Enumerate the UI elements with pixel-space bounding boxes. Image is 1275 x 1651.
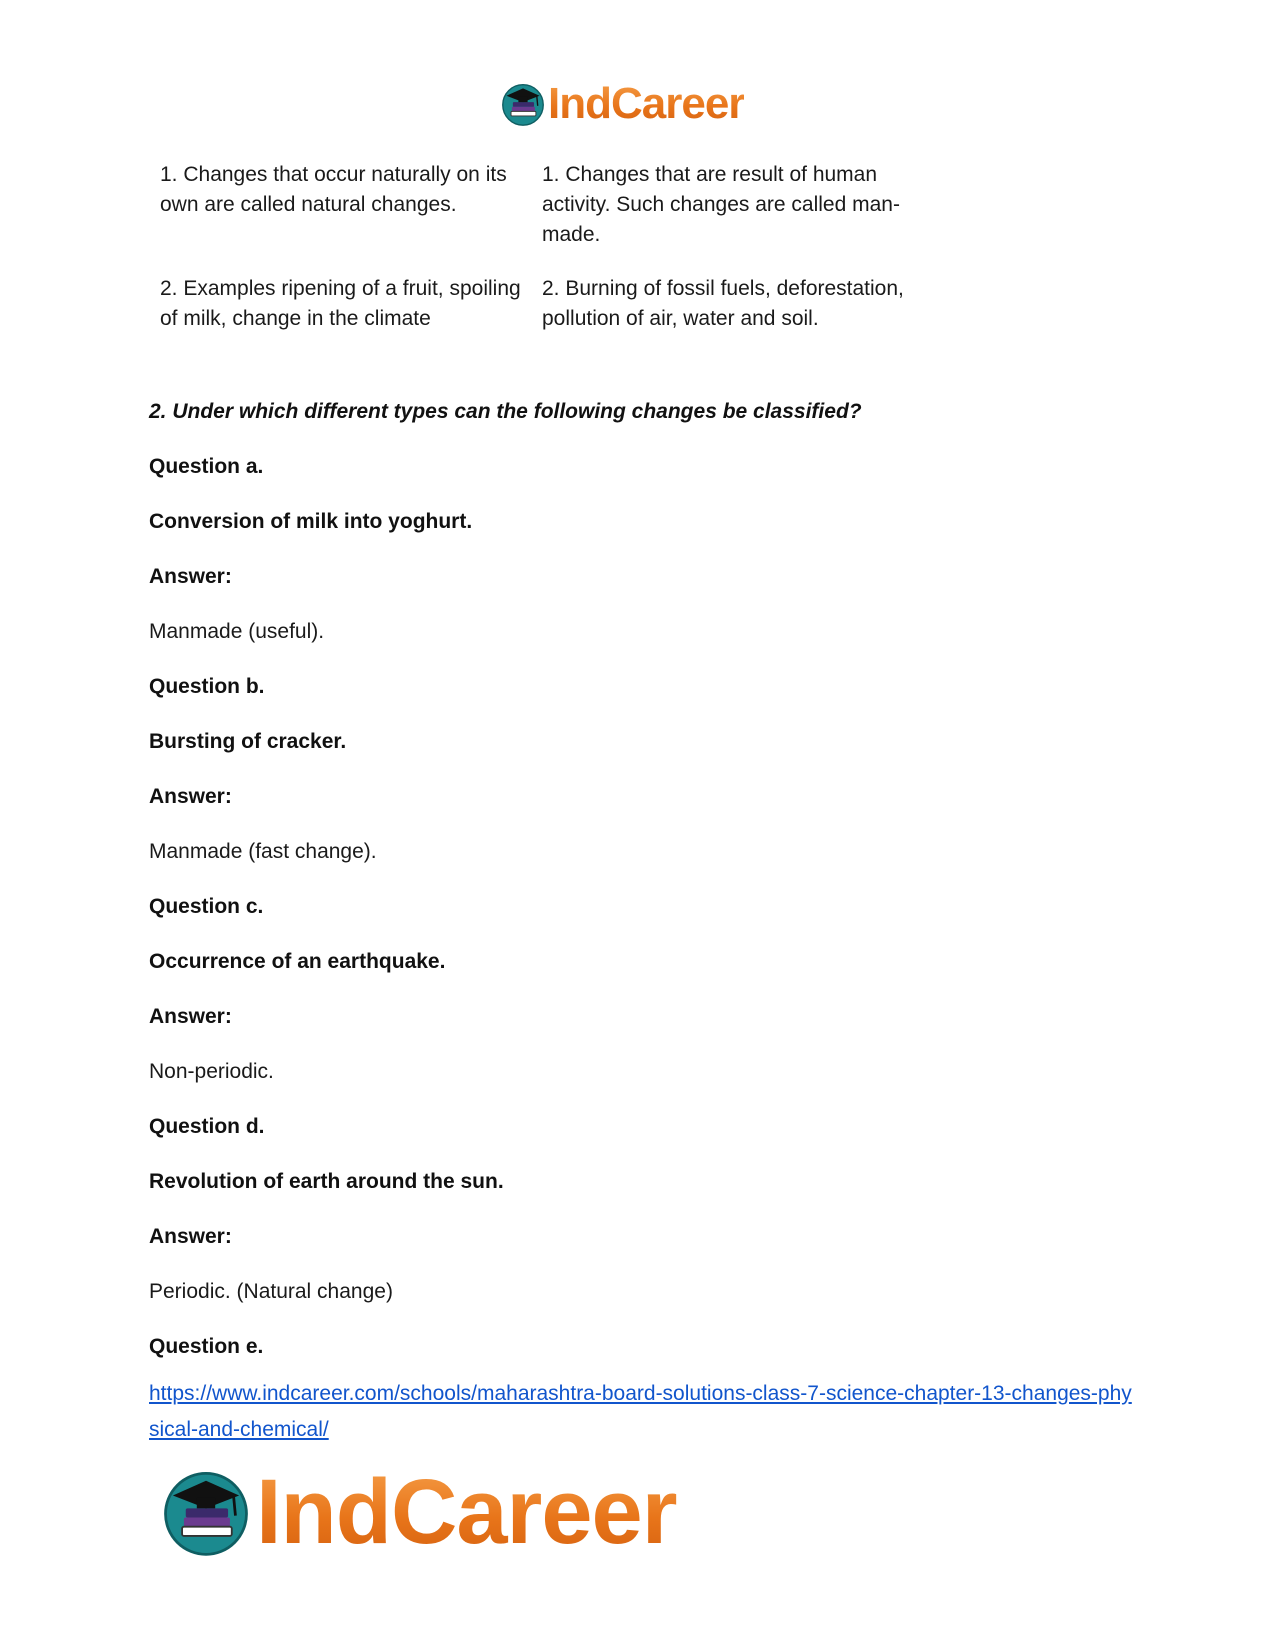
- table-row: [160, 274, 940, 358]
- answer-label: Answer:: [149, 1225, 232, 1248]
- natural-change-cell: 1. Changes that occur naturally on its own are called natural changes.: [160, 163, 507, 216]
- question-text: Bursting of cracker.: [149, 730, 347, 753]
- answer-text: Periodic. (Natural change): [149, 1280, 393, 1303]
- question-label: Question c.: [149, 895, 264, 918]
- manmade-change-cell: 2. Burning of fossil fuels, deforestation, pollution of air, water and soil.: [542, 277, 904, 330]
- natural-change-cell: 2. Examples ripening of a fruit, spoiling of milk, change in the climate: [160, 277, 521, 330]
- question-label: Question d.: [149, 1115, 265, 1138]
- question-text: Occurrence of an earthquake.: [149, 950, 446, 973]
- question-text: Conversion of milk into yoghurt.: [149, 510, 473, 533]
- source-link[interactable]: https://www.indcareer.com/schools/maharashtra-board-solutions-class-7-science-chapter-13-changes-physical-and-chemical/: [149, 1382, 1132, 1441]
- graduation-cap-books-icon: [500, 81, 546, 127]
- bottom-logo: [160, 1462, 677, 1562]
- question-label: Question a.: [149, 455, 264, 478]
- brand-wordmark: IndCareer: [256, 1460, 677, 1563]
- answer-label: Answer:: [149, 1005, 232, 1028]
- question-label: Question e.: [149, 1335, 264, 1358]
- table-row: [160, 160, 940, 274]
- answer-text: Manmade (fast change).: [149, 840, 377, 863]
- graduation-cap-books-icon: [160, 1466, 252, 1558]
- question-label: Question b.: [149, 675, 265, 698]
- answer-text: Manmade (useful).: [149, 620, 325, 643]
- comparison-table: [160, 160, 940, 358]
- brand-wordmark: IndCareer: [548, 79, 745, 128]
- top-logo: [500, 80, 744, 128]
- answer-label: Answer:: [149, 565, 232, 588]
- question-section: [149, 398, 1129, 1388]
- answer-label: Answer:: [149, 785, 232, 808]
- answer-text: Non-periodic.: [149, 1060, 274, 1083]
- section-heading: 2. Under which different types can the following changes be classified?: [149, 400, 862, 423]
- question-text: Revolution of earth around the sun.: [149, 1170, 504, 1193]
- manmade-change-cell: 1. Changes that are result of human activity. Such changes are called man-made.: [542, 163, 900, 246]
